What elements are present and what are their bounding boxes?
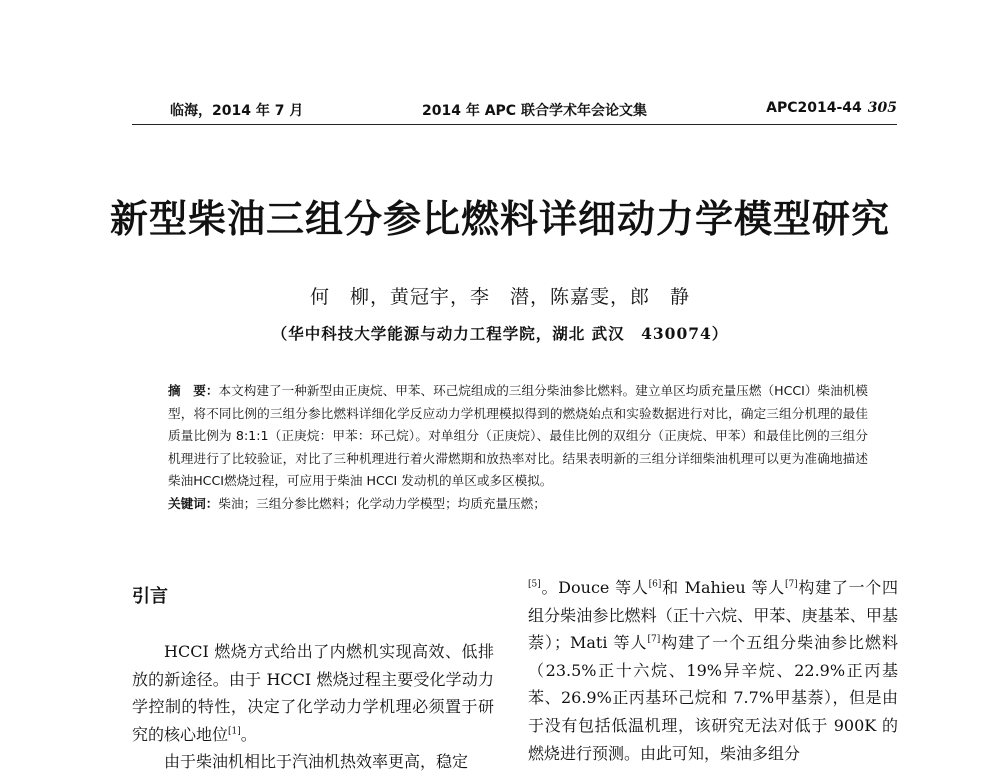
left-column: [132, 582, 494, 776]
right-text-1: 。Douce 等人: [540, 578, 649, 597]
citation-5: [5]: [528, 579, 541, 590]
header-proceedings-title: 2014 年 APC 联合学术年会论文集: [422, 103, 647, 119]
author-affiliation: （华中科技大学能源与动力工程学院，湖北 武汉 430074）: [271, 324, 729, 343]
citation-6: [6]: [648, 579, 662, 590]
section-heading-introduction: 引言: [132, 586, 168, 607]
abstract-label: 摘 要：: [168, 383, 219, 398]
right-column: [528, 574, 898, 767]
paper-authors: 何 柳，黄冠宇，李 潜，陈嘉雯，郎 静: [309, 286, 690, 308]
keywords: [168, 493, 868, 516]
abstract-block: [168, 380, 868, 515]
right-text-4: 构建了一个五组分柴油参比燃料（23.5%正十六烷、19%异辛烷、22.9%正丙基苯、26.9%正丙基环己烷和 7.7%甲基萘），但是由于没有包括低温机理，该研究无法对低于 900K 的燃烧进行预测。由此可知，柴油多组分: [528, 633, 898, 763]
page-number: 305: [867, 100, 897, 116]
citation-7b: [7]: [647, 634, 661, 645]
right-text-3: 构建了一个四组分柴油参比燃料（正十六烷、甲苯、庚基苯、甲基萘）；Mati 等人: [528, 578, 898, 653]
intro-text-b: 。: [240, 724, 257, 744]
intro-paragraph-1: [132, 638, 494, 748]
keywords-text: 柴油；三组分参比燃料；化学动力学模型；均质充量压燃；: [218, 495, 546, 511]
paper-title: 新型柴油三组分参比燃料详细动力学模型研究: [109, 197, 890, 241]
abstract: [168, 380, 868, 493]
abstract-text: 本文构建了一种新型由正庚烷、甲苯、环己烷组成的三组分柴油参比燃料。建立单区均质充量压燃（HCCI）柴油机模型，将不同比例的三组分参比燃料详细化学反应动力学机理模拟得到的燃烧始点和实验数据进行对比，确定三组分机理的最佳质量比例为 8:1:1（正庚烷：甲苯：环己烷）。对单组分（正庚烷）、最佳比例的双组分（正庚烷、甲苯）和最佳比例的三组分机理进行了比较验证，对比了三种机理进行着火滞燃期和放热率对比。结果表明新的三组分详细柴油机理可以更为准确地描述柴油HCCI燃烧过程，可应用于柴油 HCCI 发动机的单区或多区模拟。: [168, 383, 868, 488]
citation-1: [1]: [228, 726, 241, 737]
paper-code: APC2014-44: [766, 100, 862, 116]
keywords-label: 关键词：: [168, 495, 219, 511]
intro-text-a: HCCI 燃烧方式给出了内燃机实现高效、低排放的新途径。由于 HCCI 燃烧过程主要受化学动力学控制的特性，决定了化学动力学机理必须置于研究的核心地位: [132, 642, 494, 744]
header-location-date: 临海，2014 年 7 月: [170, 103, 304, 119]
running-header: [132, 98, 897, 125]
intro-paragraph-2: 由于柴油机相比于汽油机热效率更高，稳定: [164, 752, 469, 771]
right-text-2: 和 Mahieu 等人: [661, 578, 785, 597]
citation-7a: [7]: [784, 579, 798, 590]
header-paper-code: [766, 100, 897, 116]
